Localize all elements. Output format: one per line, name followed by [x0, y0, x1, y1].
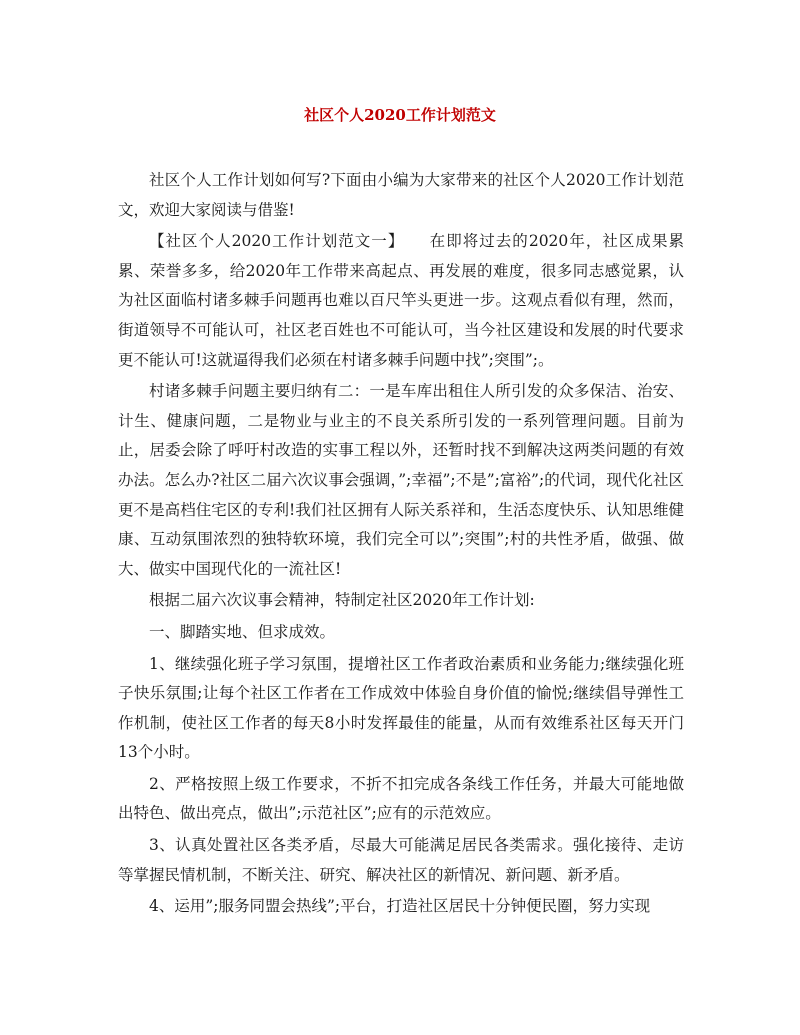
paragraph-item-1: 1、继续强化班子学习氛围，提增社区工作者政治素质和业务能力;继续强化班子快乐氛围;让每个社区工作者在工作成效中体验自身价值的愉悦;继续倡导弹性工作机制，使社区工作者的每天8小时发挥最佳的能量，从而有效维系社区每天开门13个小时。 [118, 654, 684, 762]
document-body [118, 166, 684, 924]
paragraph-problems: 村诸多棘手问题主要归纳有二：一是车库出租住人所引发的众多保洁、治安、计生、健康问题，二是物业与业主的不良关系所引发的一系列管理问题。目前为止，居委会除了呼吁村改造的实事工程以外，还暂时找不到解决这两类问题的有效办法。怎么办?社区二届六次议事会强调，”;幸福”;不是”;富裕”;的代词，现代化社区更不是高档住宅区的专利!我们社区拥有人际关系祥和，生活态度快乐、认知思维健康、互动氛围浓烈的独特软环境，我们完全可以”;突围”;村的共性矛盾，做强、做大、做实中国现代化的一流社区! [118, 382, 684, 578]
paragraph-plan-intro: 根据二届六次议事会精神，特制定社区2020年工作计划: [149, 591, 535, 610]
paragraph-item-2: 2、严格按照上级工作要求，不折不扣完成各条线工作任务，并最大可能地做出特色、做出亮点，做出”;示范社区”;应有的示范效应。 [118, 774, 684, 823]
paragraph-intro: 社区个人工作计划如何写?下面由小编为大家带来的社区个人2020工作计划范文，欢迎大家阅读与借鉴! [118, 171, 684, 219]
paragraph-item-3: 3、认真处置社区各类矛盾，尽最大可能满足居民各类需求。强化接待、走访等掌握民情机制，不断关注、研究、解决社区的新情况、新问题、新矛盾。 [118, 836, 684, 884]
paragraph-section-one: 【社区个人2020工作计划范文一】 在即将过去的2020年，社区成果累累、荣誉多多，给2020年工作带来高起点、再发展的难度，很多同志感觉累，认为社区面临村诸多棘手问题再也难以百尺竿头更进一步。这观点看似有理，然而，街道领导不可能认可，社区老百姓也不可能认可，当今社区建设和发展的时代要求更不能认可!这就逼得我们必须在村诸多棘手问题中找”;突围”;。 [118, 232, 684, 369]
document-title: 社区个人2020工作计划范文 [304, 106, 496, 124]
paragraph-item-4: 4、运用”;服务同盟会热线”;平台，打造社区居民十分钟便民圈，努力实现 [149, 897, 651, 916]
paragraph-heading-one: 一、脚踏实地、但求成效。 [149, 622, 336, 641]
